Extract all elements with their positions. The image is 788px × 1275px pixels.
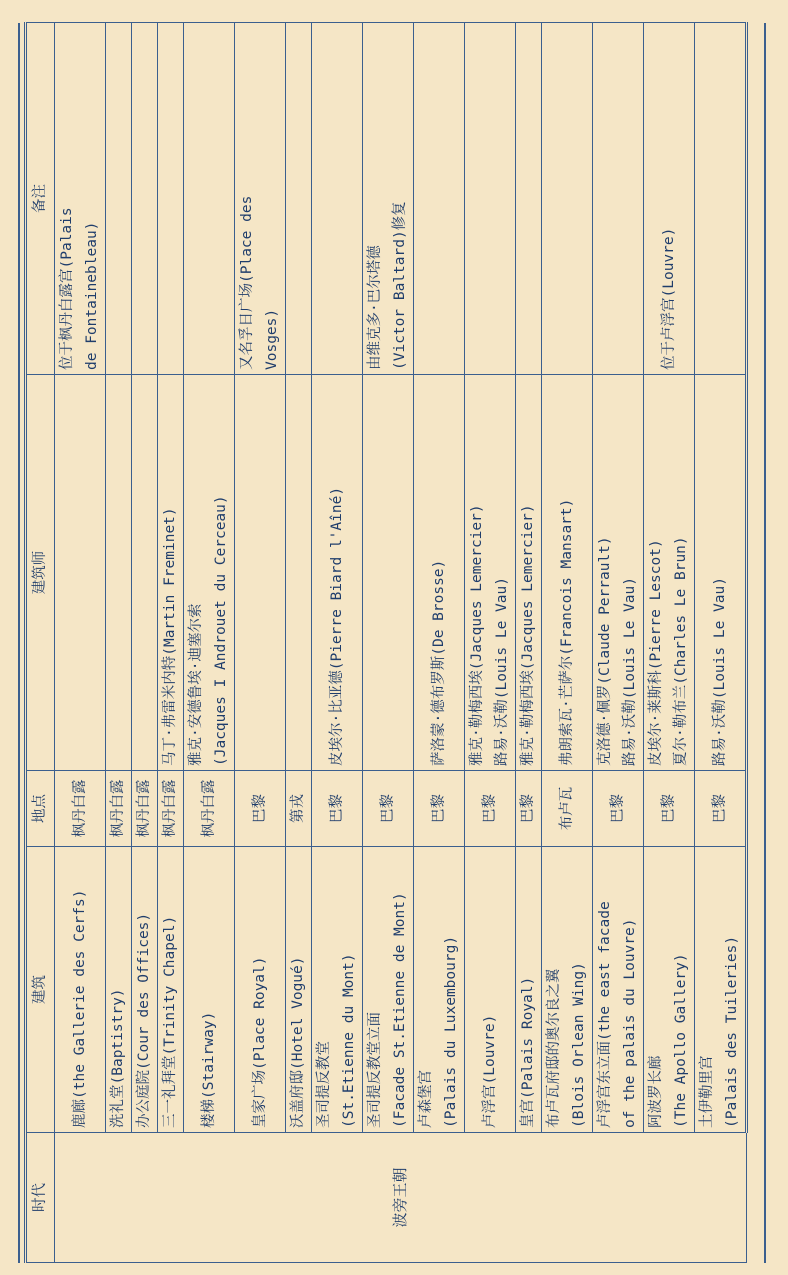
location-cell: 第戎 xyxy=(286,771,312,847)
architect-line: 雅克·勒梅西埃(Jacques Lemercier) xyxy=(469,504,485,766)
notes-cell xyxy=(235,23,286,375)
table-row xyxy=(363,23,414,1263)
location-cell: 枫丹白露 xyxy=(132,771,158,847)
architect-line: (Jacques I Androuet du Cerceau) xyxy=(213,495,229,766)
location-cell: 巴黎 xyxy=(312,771,363,847)
building-cell xyxy=(184,847,235,1133)
table-row xyxy=(158,23,184,1263)
architect-line: 路易·沃勒(Louis Le Vau) xyxy=(711,577,728,766)
building-line: of the palais du Louvre) xyxy=(622,918,638,1128)
architect-line: 克洛德·佩罗(Claude Perrault) xyxy=(597,536,613,766)
notes-cell xyxy=(106,23,132,375)
notes-cell xyxy=(184,23,235,375)
architect-cell xyxy=(593,375,644,771)
location-cell: 枫丹白露 xyxy=(106,771,132,847)
top-rule xyxy=(18,23,20,1263)
notes-line: 位于卢浮宫(Louvre) xyxy=(660,227,677,370)
table-row xyxy=(286,23,312,1263)
building-line: 办公庭院(Cour des Offices) xyxy=(136,912,152,1128)
architect-line: 夏尔·勒布兰(Charles Le Brun) xyxy=(673,536,689,766)
building-line: 洗礼堂(Baptistry) xyxy=(110,988,126,1128)
building-cell xyxy=(465,847,516,1133)
location-cell: 巴黎 xyxy=(465,771,516,847)
architect-cell xyxy=(106,375,132,771)
architect-line: 路易·沃勒(Louis Le Vau) xyxy=(494,577,510,766)
location-cell: 巴黎 xyxy=(414,771,465,847)
building-cell xyxy=(132,847,158,1133)
architect-line: 弗朗索瓦·芒萨尔(Francois Mansart) xyxy=(558,498,575,766)
notes-cell xyxy=(55,23,106,375)
architect-line: 皮埃尔·比亚德(Pierre Biard l'Aîné) xyxy=(328,486,345,766)
table-row xyxy=(542,23,593,1263)
header-location: 地点 xyxy=(26,771,55,847)
building-cell xyxy=(516,847,542,1133)
bottom-rule xyxy=(764,23,766,1263)
notes-line: 位于枫丹白露宫(Palais xyxy=(59,207,75,370)
architect-cell xyxy=(363,375,414,771)
building-cell xyxy=(414,847,465,1133)
location-cell: 巴黎 xyxy=(516,771,542,847)
building-line: 圣司提反教堂立面 xyxy=(367,1012,383,1128)
building-line: (Palais des Tuileries) xyxy=(724,935,740,1128)
header-dynasty: 时代 xyxy=(26,1133,55,1263)
building-line: 卢森堡宫 xyxy=(418,1070,434,1128)
architect-cell xyxy=(132,375,158,771)
notes-cell xyxy=(644,23,695,375)
building-line: (Facade St.Etienne de Mont) xyxy=(392,892,408,1128)
table-row xyxy=(184,23,235,1263)
location-cell: 巴黎 xyxy=(644,771,695,847)
architect-cell xyxy=(414,375,465,771)
building-line: 皇宫(Palais Royal) xyxy=(520,976,536,1128)
building-cell xyxy=(158,847,184,1133)
header-notes: 备注 xyxy=(26,23,55,375)
building-cell xyxy=(286,847,312,1133)
building-line: 皇家广场(Place Royal) xyxy=(251,956,268,1128)
notes-cell xyxy=(312,23,363,375)
notes-cell xyxy=(132,23,158,375)
header-building: 建筑 xyxy=(26,847,55,1133)
architect-cell xyxy=(465,375,516,771)
notes-line: (Victor Baltard)修复 xyxy=(392,201,408,370)
architect-cell xyxy=(542,375,593,771)
building-cell xyxy=(235,847,286,1133)
building-line: (Palais du Luxembourg) xyxy=(443,935,459,1128)
building-cell xyxy=(363,847,414,1133)
building-line: 鹿廊(the Gallerie des Cerfs) xyxy=(71,889,88,1128)
architect-cell xyxy=(158,375,184,771)
location-cell: 枫丹白露 xyxy=(55,771,106,847)
notes-cell xyxy=(542,23,593,375)
notes-cell xyxy=(465,23,516,375)
location-cell: 巴黎 xyxy=(593,771,644,847)
building-line: 土伊勒里宫 xyxy=(699,1055,715,1128)
table-row xyxy=(235,23,286,1263)
architect-cell xyxy=(516,375,542,771)
dynasty-cell: 波旁王朝 xyxy=(55,1133,747,1263)
architect-cell xyxy=(55,375,106,771)
header-row xyxy=(26,23,55,1263)
building-line: 卢浮宫(Louvre) xyxy=(481,1014,498,1128)
building-cell xyxy=(644,847,695,1133)
building-line: (The Apollo Gallery) xyxy=(673,953,689,1128)
architect-line: 皮埃尔·莱斯科(Pierre Lescot) xyxy=(648,539,664,766)
location-cell: 布卢瓦 xyxy=(542,771,593,847)
architect-cell xyxy=(695,375,747,771)
building-line: (St.Etienne du Mont) xyxy=(341,953,357,1128)
notes-line: de Fontainebleau) xyxy=(84,221,100,370)
architect-line: 雅克·安德鲁埃·迪塞尔索 xyxy=(188,603,204,766)
notes-cell xyxy=(414,23,465,375)
table-row xyxy=(644,23,695,1263)
table-row xyxy=(516,23,542,1263)
architecture-table xyxy=(24,22,748,1263)
header-architect: 建筑师 xyxy=(26,375,55,771)
building-line: 楼梯(Stairway) xyxy=(200,1011,217,1128)
building-line: (Blois Orlean Wing) xyxy=(571,962,587,1128)
architect-line: 雅克·勒梅西埃(Jacques Lemercier) xyxy=(520,504,536,766)
building-line: 卢浮宫东立面(the east facade xyxy=(597,901,613,1128)
location-cell: 巴黎 xyxy=(235,771,286,847)
building-cell xyxy=(312,847,363,1133)
table-row xyxy=(593,23,644,1263)
notes-cell xyxy=(158,23,184,375)
building-line: 布卢瓦府邸的奥尔良之翼 xyxy=(546,968,562,1128)
location-cell: 巴黎 xyxy=(363,771,414,847)
location-cell: 枫丹白露 xyxy=(184,771,235,847)
architect-cell xyxy=(235,375,286,771)
building-line: 阿波罗长廊 xyxy=(648,1055,664,1128)
notes-line: 又名孚日广场(Place des xyxy=(239,195,255,370)
architect-cell xyxy=(184,375,235,771)
location-cell: 巴黎 xyxy=(695,771,747,847)
architect-line: 路易·沃勒(Louis Le Vau) xyxy=(622,577,638,766)
building-line: 沃盖府邸(Hotel Vogué) xyxy=(290,956,306,1128)
architect-cell xyxy=(312,375,363,771)
notes-cell xyxy=(593,23,644,375)
notes-line: Vosges) xyxy=(264,308,280,370)
table-row xyxy=(55,23,106,1263)
notes-cell xyxy=(695,23,747,375)
notes-cell xyxy=(363,23,414,375)
notes-line: 由维克多·巴尔塔德 xyxy=(367,245,383,370)
building-cell xyxy=(542,847,593,1133)
table-row xyxy=(106,23,132,1263)
notes-cell xyxy=(516,23,542,375)
architect-line: 萨洛蒙·德布罗斯(De Brosse) xyxy=(430,559,447,766)
table-row xyxy=(414,23,465,1263)
building-cell xyxy=(55,847,106,1133)
building-cell xyxy=(695,847,747,1133)
table-row xyxy=(132,23,158,1263)
building-line: 圣司提反教堂 xyxy=(316,1041,332,1128)
notes-cell xyxy=(286,23,312,375)
building-cell xyxy=(106,847,132,1133)
table-row xyxy=(312,23,363,1263)
table-row xyxy=(695,23,747,1263)
architect-cell xyxy=(286,375,312,771)
table-row xyxy=(465,23,516,1263)
location-cell: 枫丹白露 xyxy=(158,771,184,847)
architect-cell xyxy=(644,375,695,771)
architect-line: 马丁·弗雷米内特(Martin Freminet) xyxy=(162,507,178,766)
building-cell xyxy=(593,847,644,1133)
building-line: 三一礼拜堂(Trinity Chapel) xyxy=(162,915,178,1128)
